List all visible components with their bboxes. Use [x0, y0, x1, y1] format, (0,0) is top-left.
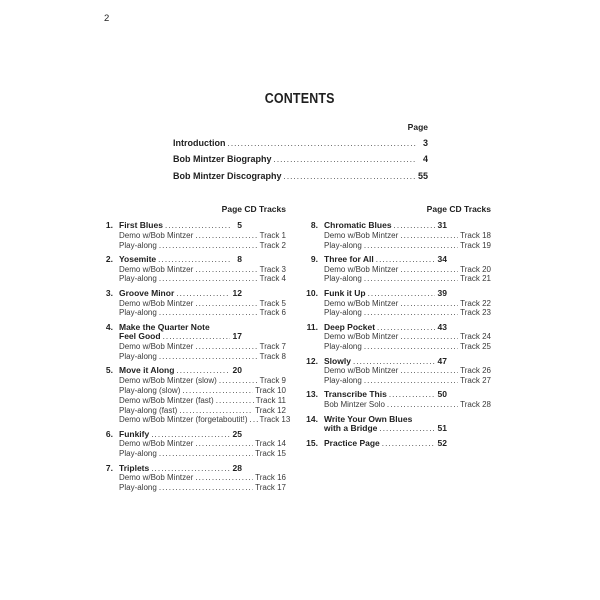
item-number: 5. [105, 365, 113, 376]
dot-leader [376, 255, 435, 265]
toc-item [303, 415, 491, 435]
dot-leader [151, 464, 230, 474]
toc-title-row [324, 323, 491, 333]
track-number: Track 8 [259, 352, 286, 362]
dot-leader [195, 231, 257, 241]
toc-track-row [119, 406, 286, 416]
track-label: Play-along [324, 274, 362, 284]
toc-item [303, 255, 491, 284]
track-number: Track 10 [255, 385, 286, 395]
dot-leader [176, 289, 230, 299]
front-matter-section [173, 122, 428, 187]
item-page: 5 [237, 220, 242, 230]
toc-track-row [119, 342, 286, 352]
toc-track-row [324, 400, 491, 410]
track-number: Track 1 [259, 230, 286, 240]
toc-title-row [324, 357, 491, 367]
toc-track-row [119, 299, 286, 309]
track-label: Play-along [119, 449, 157, 459]
track-label: Play-along (slow) [119, 385, 181, 395]
toc-title-row [119, 332, 286, 342]
contents-column [303, 205, 491, 497]
track-label: Demo w/Bob Mintzer [324, 230, 399, 240]
item-title: Feel Good [119, 331, 161, 342]
item-number: 15. [306, 437, 318, 448]
entry-page: 3 [422, 138, 428, 148]
dot-leader [163, 332, 230, 342]
track-label: Demo w/Bob Mintzer (forgetaboutit!) [119, 415, 248, 425]
item-page: 39 [437, 287, 447, 298]
track-number: Track 9 [259, 376, 286, 386]
toc-title-row [324, 424, 491, 434]
dot-leader [364, 376, 458, 386]
item-body [324, 390, 491, 410]
item-title: Slowly [324, 355, 351, 366]
dot-leader [368, 289, 435, 299]
track-label: Demo w/Bob Mintzer [324, 298, 399, 308]
item-page: 8 [237, 253, 242, 264]
track-number: Track 27 [460, 376, 491, 386]
toc-track-row [119, 483, 286, 493]
item-body [119, 323, 286, 362]
item-number: 1. [105, 220, 113, 230]
track-label: Play-along [119, 274, 157, 284]
toc-title-row [324, 221, 491, 231]
dot-leader [364, 342, 458, 352]
toc-track-row [119, 376, 286, 386]
item-page: 12 [232, 287, 242, 298]
item-title: Practice Page [324, 437, 380, 448]
track-label: Demo w/Bob Mintzer [119, 298, 194, 308]
dot-leader [219, 376, 258, 386]
track-number: Track 12 [255, 405, 286, 415]
item-page: 28 [232, 462, 242, 473]
item-title: Make the Quarter Note [119, 321, 210, 332]
track-number: Track 14 [255, 439, 286, 449]
dot-leader [159, 449, 253, 459]
entry-page: 55 [418, 170, 429, 181]
toc-track-row [119, 241, 286, 251]
item-body [324, 415, 491, 435]
item-title: Move it Along [119, 365, 175, 376]
dot-leader [250, 415, 258, 425]
dot-leader [165, 221, 230, 231]
column-items [98, 220, 291, 493]
dot-leader [159, 483, 253, 493]
item-title: Yosemite [119, 253, 157, 264]
item-number: 6. [105, 428, 113, 439]
item-page: 20 [232, 365, 242, 376]
track-number: Track 3 [259, 264, 286, 274]
toc-track-row [324, 332, 491, 342]
toc-title-row [324, 439, 491, 449]
page-column-header: Page [426, 204, 447, 214]
item-number: 4. [105, 321, 113, 332]
front-page-column-header: Page [407, 122, 428, 132]
item-title: Chromatic Blues [324, 220, 392, 230]
track-label: Play-along [324, 376, 362, 386]
toc-title-row [324, 255, 491, 265]
toc-track-row [119, 439, 286, 449]
toc-item [303, 221, 491, 250]
track-number: Track 18 [460, 230, 491, 240]
dot-leader [353, 357, 435, 367]
toc-item [303, 323, 491, 352]
item-body [324, 323, 491, 352]
track-number: Track 5 [259, 298, 286, 308]
toc-item [303, 357, 491, 386]
dot-leader [284, 171, 416, 181]
item-page: 34 [437, 253, 447, 264]
item-page: 31 [437, 220, 447, 230]
toc-item [303, 289, 491, 318]
toc-track-row [119, 396, 286, 406]
track-label: Play-along [119, 352, 157, 362]
contents-column [98, 204, 291, 497]
track-number: Track 24 [460, 332, 491, 342]
toc-track-row [324, 308, 491, 318]
item-title: Three for All [324, 253, 374, 264]
column-header-row [98, 205, 286, 214]
track-label: Demo w/Bob Mintzer [119, 439, 194, 449]
dot-leader [176, 366, 230, 376]
page-title [0, 91, 600, 107]
dot-leader [228, 138, 417, 148]
page-column-header: Page [221, 204, 242, 214]
item-number: 9. [310, 253, 318, 264]
toc-title-row [119, 289, 286, 299]
track-label: Demo w/Bob Mintzer [324, 332, 399, 342]
toc-track-row [119, 308, 286, 318]
track-label: Demo w/Bob Mintzer [324, 264, 399, 274]
dot-leader [400, 332, 458, 342]
item-number: 12. [306, 355, 318, 366]
dot-leader [274, 154, 417, 164]
track-label: Demo w/Bob Mintzer [119, 264, 194, 274]
column-items [303, 221, 491, 448]
item-body [324, 439, 491, 449]
item-number: 3. [105, 287, 113, 298]
item-body [324, 289, 491, 318]
dot-leader [151, 430, 230, 440]
toc-track-row [119, 274, 286, 284]
item-body [119, 221, 286, 250]
track-label: Play-along (fast) [119, 405, 178, 415]
dot-leader [159, 274, 258, 284]
track-number: Track 17 [255, 483, 286, 493]
toc-track-row [324, 342, 491, 352]
toc-track-row [119, 231, 286, 241]
dot-leader [379, 424, 435, 434]
track-number: Track 26 [460, 366, 491, 376]
dot-leader [394, 221, 435, 231]
front-matter-row [173, 171, 428, 187]
item-number: 11. [306, 321, 318, 332]
item-page: 52 [437, 437, 447, 448]
dot-leader [400, 366, 458, 376]
dot-leader [195, 342, 257, 352]
item-page: 47 [437, 355, 447, 366]
toc-track-row [119, 473, 286, 483]
item-number: 2. [105, 253, 113, 264]
track-number: Track 22 [460, 298, 491, 308]
track-label: Demo w/Bob Mintzer [119, 230, 194, 240]
toc-item [98, 255, 286, 284]
track-label: Play-along [324, 342, 362, 352]
track-label: Demo w/Bob Mintzer (slow) [119, 376, 217, 386]
track-number: Track 28 [460, 400, 491, 410]
entry-label: Introduction [173, 138, 226, 148]
dot-leader [387, 400, 458, 410]
dot-leader [216, 396, 254, 406]
toc-track-row [324, 376, 491, 386]
front-matter-list [173, 138, 428, 187]
item-title: Funk it Up [324, 287, 366, 298]
track-number: Track 7 [259, 342, 286, 352]
dot-leader [158, 255, 230, 265]
track-number: Track 15 [255, 449, 286, 459]
track-number: Track 25 [460, 342, 491, 352]
entry-label: Bob Mintzer Biography [173, 154, 272, 165]
track-label: Play-along [324, 240, 362, 250]
item-body [324, 255, 491, 284]
track-number: Track 6 [259, 308, 286, 318]
toc-item [303, 439, 491, 449]
item-page: 43 [437, 321, 447, 332]
track-label: Play-along [119, 308, 157, 318]
track-number: Track 4 [259, 274, 286, 284]
toc-track-row [119, 415, 291, 425]
item-body [324, 221, 491, 250]
track-number: Track 11 [255, 395, 286, 405]
dot-leader [195, 299, 257, 309]
item-title: Deep Pocket [324, 321, 376, 332]
item-title: First Blues [119, 220, 163, 230]
toc-title-row [119, 255, 286, 265]
item-body [119, 365, 291, 425]
track-label: Demo w/Bob Mintzer (fast) [119, 395, 214, 405]
dot-leader [195, 473, 253, 483]
track-label: Demo w/Bob Mintzer [324, 366, 399, 376]
toc-item [98, 221, 286, 250]
toc-track-row [324, 366, 491, 376]
toc-item [98, 365, 291, 425]
item-page: 51 [437, 423, 447, 434]
dot-leader [364, 274, 458, 284]
track-number: Track 16 [255, 473, 286, 483]
track-label: Play-along [119, 240, 157, 250]
cd-tracks-column-header: CD Tracks [449, 204, 491, 214]
entry-label: Bob Mintzer Discography [173, 170, 282, 181]
cd-tracks-column-header: CD Tracks [244, 204, 286, 214]
dot-leader [364, 308, 458, 318]
dot-leader [182, 386, 253, 396]
dot-leader [400, 299, 458, 309]
toc-track-row [324, 265, 491, 275]
front-matter-row [173, 138, 428, 154]
item-title: Write Your Own Blues [324, 413, 413, 424]
column-header-row [303, 205, 491, 214]
dot-leader [400, 231, 458, 241]
dot-leader [377, 323, 435, 333]
track-label: Demo w/Bob Mintzer [119, 342, 194, 352]
toc-title-row [119, 464, 286, 474]
toc-title-row [324, 289, 491, 299]
dot-leader [382, 439, 435, 449]
track-number: Track 13 [259, 415, 291, 425]
dot-leader [389, 390, 435, 400]
item-page: 17 [232, 331, 242, 342]
item-number: 14. [306, 413, 318, 424]
item-title: Triplets [119, 462, 150, 473]
item-body [119, 430, 286, 459]
track-number: Track 20 [460, 264, 491, 274]
toc-title-row [119, 430, 286, 440]
track-number: Track 2 [259, 240, 286, 250]
toc-item [98, 323, 286, 362]
track-number: Track 23 [460, 308, 491, 318]
track-number: Track 19 [460, 240, 491, 250]
item-number: 8. [310, 220, 318, 230]
track-label: Play-along [119, 483, 157, 493]
item-body [119, 289, 286, 318]
toc-track-row [119, 265, 286, 275]
toc-title-row [119, 221, 286, 231]
item-page: 25 [232, 428, 242, 439]
front-matter-row [173, 154, 428, 170]
track-label: Bob Mintzer Solo [324, 400, 385, 410]
item-page: 50 [437, 389, 447, 400]
item-number: 13. [306, 389, 318, 400]
toc-track-row [119, 449, 286, 459]
toc-track-row [119, 386, 286, 396]
toc-item [303, 390, 491, 410]
track-number: Track 21 [460, 274, 491, 284]
toc-columns [98, 205, 491, 497]
toc-track-row [324, 231, 491, 241]
page-title-text: CONTENTS [265, 91, 335, 107]
dot-leader [195, 439, 253, 449]
dot-leader [195, 265, 257, 275]
item-title: with a Bridge [324, 423, 378, 434]
toc-track-row [324, 274, 491, 284]
toc-title-row [324, 390, 491, 400]
dot-leader [364, 241, 458, 251]
item-body [119, 255, 286, 284]
toc-item [98, 289, 286, 318]
item-title: Groove Minor [119, 287, 175, 298]
toc-item [98, 430, 286, 459]
entry-page: 4 [422, 154, 428, 165]
toc-track-row [324, 241, 491, 251]
track-label: Play-along [324, 308, 362, 318]
toc-item [98, 464, 286, 493]
dot-leader [159, 241, 258, 251]
item-body [324, 357, 491, 386]
item-title: Funkify [119, 428, 150, 439]
item-body [119, 464, 286, 493]
toc-track-row [119, 352, 286, 362]
page-number: 2 [104, 13, 110, 24]
toc-title-row [119, 366, 286, 376]
item-number: 10. [306, 287, 318, 298]
item-title: Transcribe This [324, 389, 387, 400]
dot-leader [179, 406, 253, 416]
dot-leader [159, 352, 258, 362]
track-label: Demo w/Bob Mintzer [119, 473, 194, 483]
item-number: 7. [105, 462, 113, 473]
dot-leader [400, 265, 458, 275]
toc-track-row [324, 299, 491, 309]
dot-leader [159, 308, 258, 318]
